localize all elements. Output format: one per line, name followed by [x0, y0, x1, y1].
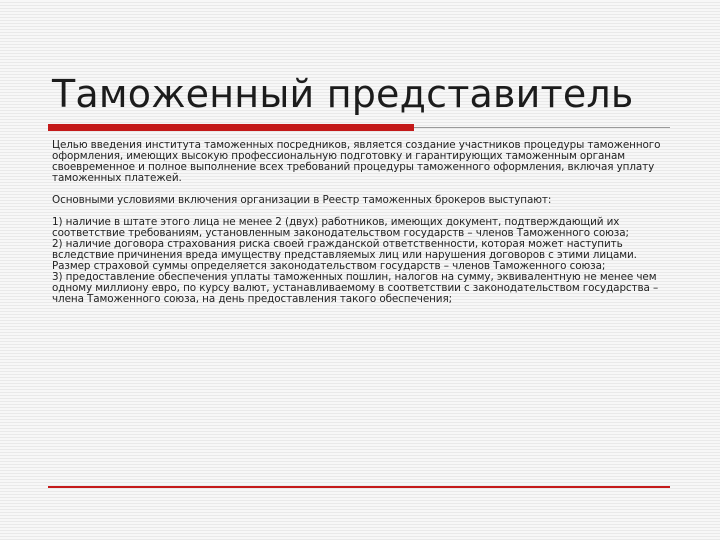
slide-body: [52, 140, 672, 305]
condition-item-1: 1) наличие в штате этого лица не менее 2 (двух) работников, имеющих документ, подтверждающий их соответствие требованиям, установленным законодательством государств – членов Таможенного союза;: [52, 216, 629, 239]
conditions-heading: Основными условиями включения организации в Реестр таможенных брокеров выступают:: [52, 194, 552, 206]
intro-paragraph: Целью введения института таможенных посредников, является создание участников процедуры таможенного оформления, имеющих высокую профессиональную подготовку и гарантирующих таможенным органам своевременное и полное выполнение всех требований процедуры таможенного оформления, включая уплату таможенных платежей.: [52, 139, 661, 184]
footer-accent-line: [48, 486, 670, 488]
condition-item-2: 2) наличие договора страхования риска своей гражданской ответственности, которая может наступить вследствие причинения вреда имуществу представляемых лиц или нарушения договоров с этими лицами. Размер страховой суммы определяется законодательством государств – членов Таможенного союза;: [52, 238, 637, 272]
title-accent-bar: [48, 124, 414, 131]
slide-title: Таможенный представитель: [52, 72, 634, 116]
condition-item-3: 3) предоставление обеспечения уплаты таможенных пошлин, налогов на сумму, эквивалентную не менее чем одному миллиону евро, по курсу валют, устанавливаемому в соответствии с законодательством государства – члена Таможенного союза, на день предоставления такого обеспечения;: [52, 271, 659, 305]
